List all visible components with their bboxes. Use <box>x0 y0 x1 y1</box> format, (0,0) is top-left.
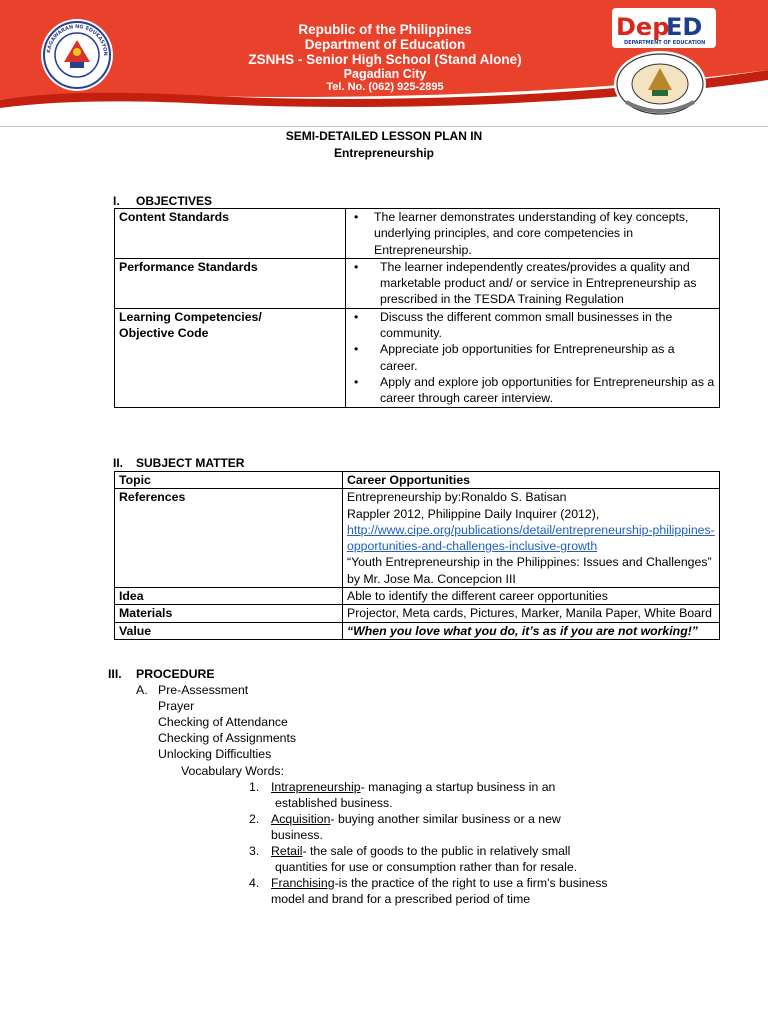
table-row <box>115 605 720 622</box>
objectives-table <box>114 208 720 408</box>
idea-value: Able to identify the different career opportunities <box>343 588 720 605</box>
list-item: • The learner independently creates/provides a quality and marketable product and/ or service in Entrepreneurship as prescribed in the TESDA Training Regulation <box>350 259 715 308</box>
materials-label: Materials <box>115 605 343 622</box>
idea-label: Idea <box>115 588 343 605</box>
reference-news: Rappler 2012, Philippine Daily Inquirer (2012), <box>347 506 600 521</box>
vocab-term: Retail <box>271 844 303 858</box>
vocab-definition-continued: business. <box>271 828 323 842</box>
vocab-item-2 <box>249 811 561 827</box>
pre-assessment-text: Pre-Assessment <box>158 683 249 697</box>
header-republic: Republic of the Philippines <box>298 22 472 37</box>
learning-competencies-label: Learning Competencies/ Objective Code <box>115 308 346 407</box>
references-cell <box>343 489 720 588</box>
header-department: Department of Education <box>304 37 466 52</box>
svg-text:KAGAWARAN NG EDUKASYON: KAGAWARAN NG EDUKASYON <box>46 23 109 56</box>
vocab-item-3 <box>249 843 570 859</box>
school-seal-icon <box>612 50 708 118</box>
procedure-heading-text: PROCEDURE <box>136 667 215 681</box>
references-label: References <box>115 489 343 588</box>
table-row <box>115 209 720 259</box>
step-prayer: Prayer <box>158 699 195 713</box>
objectives-heading-text: OBJECTIVES <box>136 194 213 208</box>
vocab-item-4 <box>249 875 608 891</box>
list-item: • Appreciate job opportunities for Entrepreneurship as a career. <box>350 341 715 374</box>
vocab-definition: - managing a startup business in an <box>360 780 556 794</box>
vocab-item-1 <box>249 779 555 795</box>
topic-label: Topic <box>115 472 343 489</box>
learning-competencies-cell <box>346 308 720 407</box>
materials-value: Projector, Meta cards, Pictures, Marker, Manila Paper, White Board <box>343 605 720 622</box>
letterhead-text <box>200 22 570 94</box>
procedure-heading <box>108 666 215 682</box>
table-row <box>115 588 720 605</box>
subject-matter-number: II. <box>113 456 124 470</box>
vocab-definition: - the sale of goods to the public in relatively small <box>302 844 571 858</box>
list-item: • Apply and explore job opportunities for Entrepreneurship as a career through career interview. <box>350 374 715 407</box>
svg-text:Dep: Dep <box>616 13 670 41</box>
topic-value: Career Opportunities <box>343 472 720 489</box>
objectives-number: I. <box>113 194 120 208</box>
header-city: Pagadian City <box>343 67 427 81</box>
vocab-number: 1. <box>249 780 260 794</box>
vocab-definition-continued: model and brand for a prescribed period of time <box>271 892 531 906</box>
vocab-term: Franchising <box>271 876 335 890</box>
step-unlocking: Unlocking Difficulties <box>158 747 272 761</box>
table-row <box>115 308 720 407</box>
vocab-definition: - buying another similar business or a new <box>330 812 561 826</box>
deped-seal-icon <box>40 18 114 92</box>
vocab-number: 2. <box>249 812 260 826</box>
reference-link[interactable]: http://www.cipe.org/publications/detail/entrepreneurship-philippines-opportunities-and-challenges-inclusive-growth <box>347 522 715 554</box>
step-attendance: Checking of Attendance <box>158 715 288 729</box>
value-quote: “When you love what you do, it’s as if you are not working!” <box>347 623 698 638</box>
pre-assessment-heading <box>136 682 248 698</box>
performance-standards-cell <box>346 258 720 308</box>
table-row <box>115 258 720 308</box>
procedure-number: III. <box>108 667 122 681</box>
svg-text:DEPARTMENT OF EDUCATION: DEPARTMENT OF EDUCATION <box>624 40 706 46</box>
header-telephone: Tel. No. (062) 925-2895 <box>326 81 444 93</box>
table-row <box>115 622 720 639</box>
content-standards-cell <box>346 209 720 259</box>
vocab-number: 3. <box>249 844 260 858</box>
svg-text:ED: ED <box>666 13 703 41</box>
list-item: • The learner demonstrates understanding of key concepts, underlying principles, and core competencies in Entrepreneurship. <box>350 209 715 258</box>
step-assignments: Checking of Assignments <box>158 731 297 745</box>
vocab-definition-continued: established business. <box>275 796 393 810</box>
vocab-number: 4. <box>249 876 260 890</box>
vocab-definition: -is the practice of the right to use a firm's business <box>334 876 608 890</box>
content-standards-label: Content Standards <box>115 209 346 259</box>
lesson-plan-subject: Entrepreneurship <box>333 146 435 160</box>
table-row <box>115 489 720 588</box>
vocabulary-heading: Vocabulary Words: <box>181 764 284 778</box>
objectives-heading <box>113 193 212 209</box>
vocab-term: Acquisition <box>271 812 331 826</box>
reference-book: Entrepreneurship by:Ronaldo S. Batisan <box>347 490 567 505</box>
table-row <box>115 472 720 489</box>
lesson-plan-title: SEMI-DETAILED LESSON PLAN IN <box>285 129 483 143</box>
value-cell <box>343 622 720 639</box>
pre-assessment-letter: A. <box>136 683 148 697</box>
header-school: ZSNHS - Senior High School (Stand Alone) <box>248 52 522 67</box>
subject-matter-heading-text: SUBJECT MATTER <box>136 456 245 470</box>
subject-matter-table <box>114 471 720 640</box>
reference-article: “Youth Entrepreneurship in the Philippines: Issues and Challenges” by Mr. Jose Ma. Concepcion III <box>347 555 712 586</box>
value-label: Value <box>115 622 343 639</box>
letterhead-banner <box>0 0 768 120</box>
vocab-definition-continued: quantities for use or consumption rather than for resale. <box>275 860 578 874</box>
deped-logo-icon <box>612 8 716 48</box>
performance-standards-label: Performance Standards <box>115 258 346 308</box>
header-divider <box>0 126 768 127</box>
subject-matter-heading <box>113 455 244 471</box>
list-item: • Discuss the different common small businesses in the community. <box>350 309 715 342</box>
vocab-term: Intrapreneurship <box>271 780 361 794</box>
